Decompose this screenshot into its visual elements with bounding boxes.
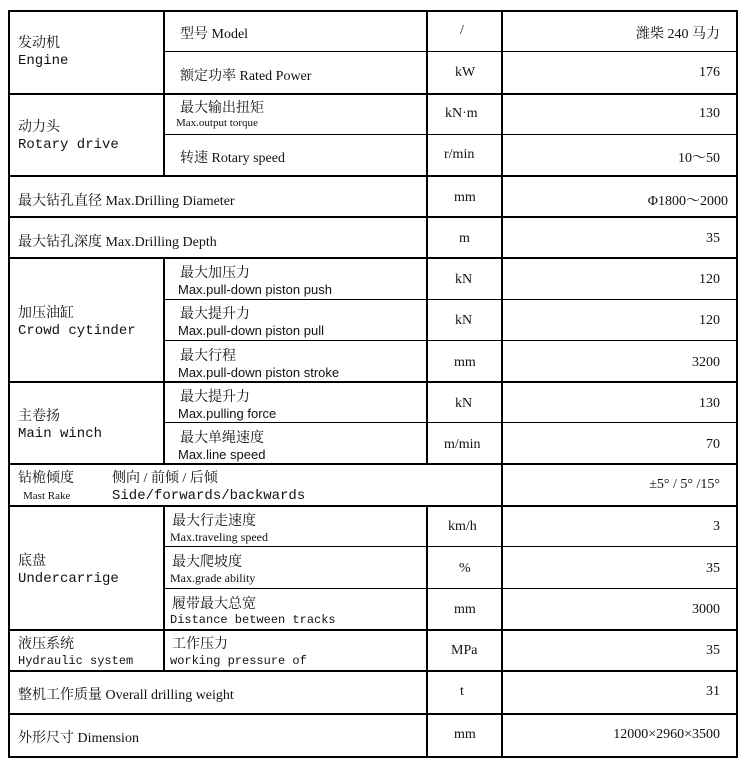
rotary-group-en: Rotary drive (18, 137, 119, 153)
dimension-value: 12000×2960×3500 (613, 727, 720, 742)
engine-model-value: 潍柴 240 马力 (636, 27, 720, 42)
rule (163, 588, 738, 589)
hydraulic-unit: MPa (451, 643, 478, 658)
under-tracks-value: 3000 (692, 602, 720, 617)
under-tracks-label-cn: 履带最大总宽 (172, 597, 256, 612)
rule (163, 505, 165, 670)
rule (8, 93, 738, 95)
under-travel-label-cn: 最大行走速度 (172, 514, 256, 529)
crowd-push-label-cn: 最大加压力 (180, 266, 250, 281)
rule (8, 670, 738, 672)
crowd-push-value: 120 (699, 272, 720, 287)
under-grade-label-cn: 最大爬坡度 (172, 555, 242, 570)
hydraulic-group-cn: 液压系统 (18, 637, 74, 652)
crowd-pull-label-cn: 最大提升力 (180, 307, 250, 322)
under-grade-value: 35 (706, 561, 720, 576)
engine-power-value: 176 (699, 65, 720, 80)
rule-top (8, 10, 738, 12)
rule (163, 422, 738, 423)
mast-value: ±5° / 5° /15° (649, 477, 720, 492)
winch-force-value: 130 (699, 396, 720, 411)
under-group-en: Undercarrige (18, 571, 119, 587)
under-tracks-label-en: Distance between tracks (170, 613, 336, 627)
rule (163, 546, 738, 547)
crowd-stroke-label-cn: 最大行程 (180, 349, 236, 364)
rotary-torque-label-en: Max.output torque (176, 117, 258, 129)
under-group-cn: 底盘 (18, 554, 46, 569)
engine-power-unit: kW (455, 65, 476, 80)
rotary-torque-label-cn: 最大输出扭矩 (180, 101, 264, 116)
depth-value: 35 (706, 231, 720, 246)
rule (501, 10, 503, 756)
winch-line-label-cn: 最大单绳速度 (180, 431, 264, 446)
diameter-value: Φ1800～2000 (647, 194, 728, 209)
mast-label-cn-detail: 侧向 / 前倾 / 后倾 (112, 471, 218, 486)
crowd-stroke-value: 3200 (692, 355, 720, 370)
rule (426, 10, 428, 463)
hydraulic-label-cn: 工作压力 (172, 637, 228, 652)
crowd-group-en: Crowd cytinder (18, 323, 136, 339)
rule (163, 134, 738, 135)
engine-model-label: 型号 Model (180, 27, 249, 42)
winch-force-unit: kN (455, 396, 473, 411)
rotary-group-cn: 动力头 (18, 120, 60, 135)
engine-group-cn: 发动机 (18, 36, 60, 51)
rotary-torque-unit: kN·m (445, 106, 478, 121)
rotary-speed-value: 10～50 (678, 151, 720, 166)
crowd-stroke-unit: mm (454, 355, 476, 370)
rotary-torque-value: 130 (699, 106, 720, 121)
diameter-label: 最大钻孔直径 Max.Drilling Diameter (18, 194, 235, 209)
rotary-speed-label: 转速 Rotary speed (180, 151, 285, 166)
rule-left (8, 10, 10, 758)
spec-table (8, 10, 738, 758)
engine-model-unit: / (460, 23, 464, 38)
rule (8, 713, 738, 715)
rule (426, 505, 428, 756)
dimension-unit: mm (454, 727, 476, 742)
hydraulic-label-en: working pressure of (170, 654, 307, 668)
rule (163, 299, 738, 300)
crowd-pull-label-en: Max.pull-down piston pull (178, 323, 324, 338)
winch-line-unit: m/min (444, 437, 481, 452)
crowd-push-unit: kN (455, 272, 473, 287)
crowd-group-cn: 加压油缸 (18, 306, 74, 321)
weight-label: 整机工作质量 Overall drilling weight (18, 688, 234, 703)
under-grade-unit: % (459, 561, 471, 576)
crowd-stroke-label-en: Max.pull-down piston stroke (178, 365, 340, 380)
rule (163, 51, 738, 52)
rule (8, 505, 738, 507)
depth-unit: m (459, 231, 470, 246)
winch-group-cn: 主卷扬 (18, 409, 60, 424)
mast-label-en-detail: Side/forwards/backwards (112, 488, 306, 504)
rule (8, 381, 738, 383)
diameter-unit: mm (454, 190, 476, 205)
winch-group-en: Main winch (18, 426, 103, 442)
weight-unit: t (460, 684, 464, 699)
under-travel-unit: km/h (448, 519, 477, 534)
rotary-speed-unit: r/min (444, 147, 475, 162)
engine-group-en: Engine (18, 53, 69, 69)
crowd-push-label-en: Max.pull-down piston push (178, 282, 332, 297)
under-travel-label-en: Max.traveling speed (170, 530, 268, 544)
rule (163, 10, 165, 175)
crowd-pull-value: 120 (699, 313, 720, 328)
engine-power-label: 额定功率 Rated Power (180, 69, 312, 84)
hydraulic-value: 35 (706, 643, 720, 658)
winch-force-label-cn: 最大提升力 (180, 390, 250, 405)
rule (163, 340, 738, 341)
depth-label: 最大钻孔深度 Max.Drilling Depth (18, 235, 217, 250)
hydraulic-group-en: Hydraulic system (18, 654, 134, 668)
rule (8, 463, 738, 465)
dimension-label: 外形尺寸 Dimension (18, 731, 139, 746)
under-grade-label-en: Max.grade ability (170, 571, 256, 585)
rule-bottom (8, 756, 738, 758)
rule (8, 216, 738, 218)
under-tracks-unit: mm (454, 602, 476, 617)
mast-label-cn: 钻桅倾度 (18, 471, 74, 486)
winch-force-label-en: Max.pulling force (178, 406, 277, 421)
rule (8, 175, 738, 177)
winch-line-label-en: Max.line speed (178, 447, 266, 462)
winch-line-value: 70 (706, 437, 720, 452)
weight-value: 31 (706, 684, 720, 699)
rule (163, 257, 165, 463)
rule (8, 257, 738, 259)
mast-label-en: Mast Rake (23, 490, 71, 502)
under-travel-value: 3 (713, 519, 720, 534)
rule (8, 629, 738, 631)
crowd-pull-unit: kN (455, 313, 473, 328)
rule-right (736, 10, 738, 758)
